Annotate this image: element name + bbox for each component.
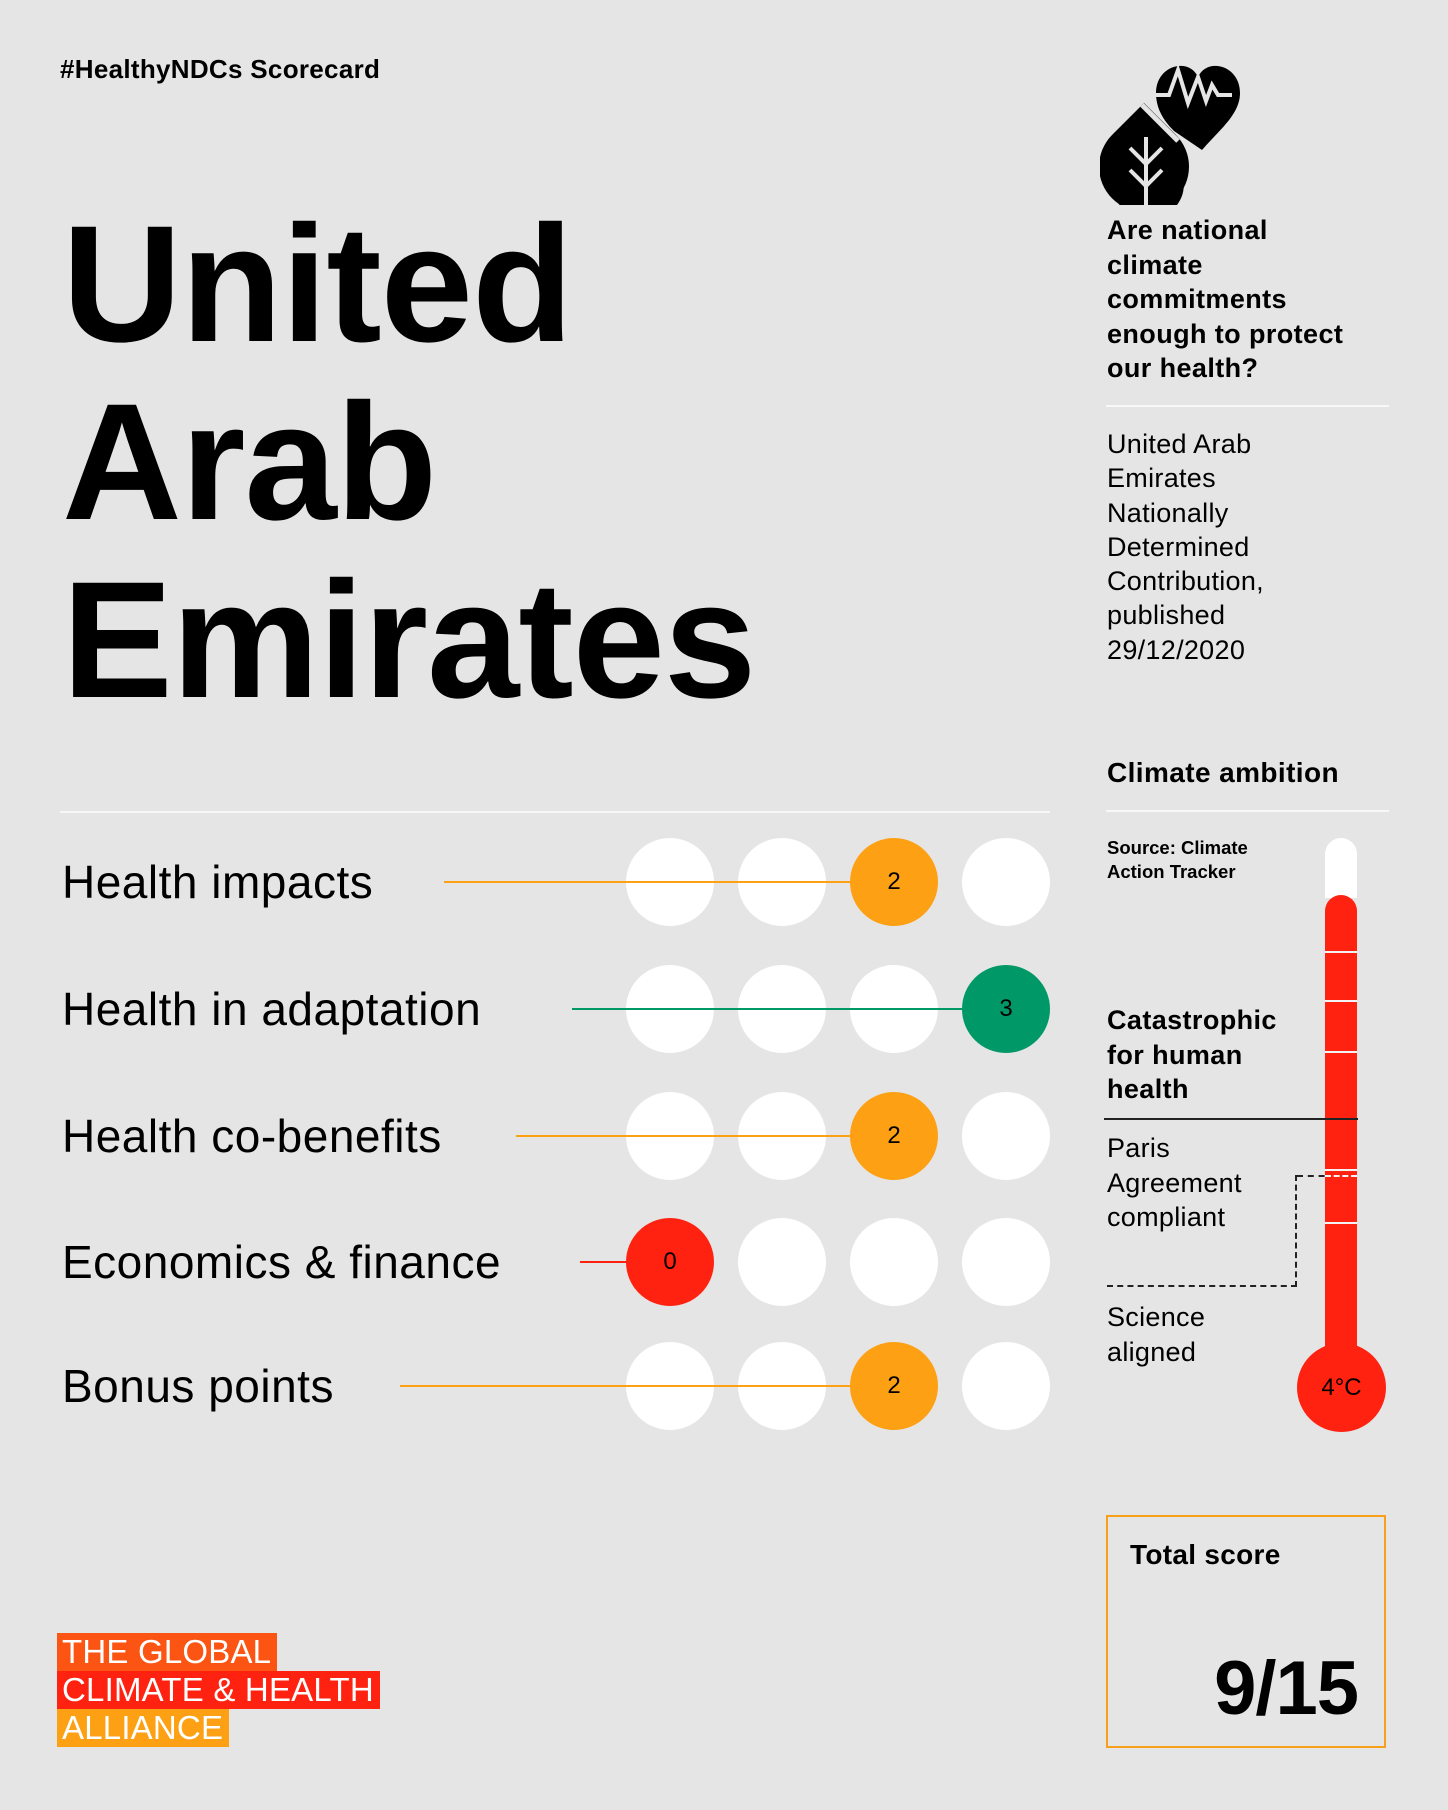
country-title-line: United — [62, 192, 573, 377]
logo-line: ALLIANCE — [57, 1709, 229, 1747]
score-connector-line — [444, 881, 854, 883]
ndc-line: Contribution, — [1107, 566, 1264, 597]
score-row-label: Health in adaptation — [62, 983, 482, 1035]
score-value: 2 — [887, 1122, 901, 1149]
score-row-label: Economics & finance — [62, 1236, 502, 1288]
level-line: aligned — [1107, 1336, 1197, 1367]
paris-range-bracket — [1107, 1175, 1297, 1287]
total-score-value: 9/15 — [1214, 1646, 1358, 1731]
score-row — [0, 964, 1060, 1054]
temperature-reading: 4°C — [1321, 1373, 1362, 1401]
score-dot-empty — [850, 1218, 938, 1306]
ndc-description — [1107, 427, 1387, 667]
question-line: commitments — [1107, 284, 1287, 314]
heart-leaf-icon — [1100, 55, 1240, 205]
thermometer-tick — [1325, 951, 1357, 953]
thermometer-tick — [1325, 1000, 1357, 1002]
ndc-line: Determined — [1107, 531, 1250, 562]
score-dot-filled — [850, 1092, 938, 1180]
question-line: climate — [1107, 249, 1203, 280]
score-connector-line — [400, 1385, 854, 1387]
divider — [1106, 405, 1389, 407]
ndc-line: United Arab — [1107, 429, 1252, 459]
thermometer-tick — [1325, 1222, 1357, 1224]
score-row — [0, 1217, 1060, 1307]
score-dot-filled — [850, 1342, 938, 1430]
total-score-label: Total score — [1130, 1539, 1281, 1570]
level-science-aligned — [1107, 1300, 1307, 1369]
divider — [60, 811, 1050, 813]
logo-line: CLIMATE & HEALTH — [57, 1671, 380, 1709]
score-dot-empty — [962, 1092, 1050, 1180]
total-score-box — [1106, 1515, 1386, 1748]
level-catastrophic — [1107, 1003, 1307, 1107]
score-connector-line — [580, 1261, 630, 1263]
question-line: enough to protect — [1107, 318, 1344, 349]
source-line: Source: Climate — [1107, 837, 1248, 858]
thermometer-threshold-solid — [1325, 1118, 1357, 1120]
thermometer-tick — [1325, 1051, 1357, 1053]
divider — [1106, 810, 1389, 812]
score-value: 3 — [999, 995, 1013, 1022]
score-row — [0, 1091, 1060, 1181]
score-dot-filled — [850, 838, 938, 926]
score-row — [0, 1341, 1060, 1431]
score-dot-empty — [962, 1342, 1050, 1430]
level-line: Catastrophic — [1107, 1005, 1277, 1035]
thermometer-fill — [1325, 895, 1357, 1355]
climate-ambition-title: Climate ambition — [1107, 757, 1339, 788]
level-line: Science — [1107, 1302, 1206, 1332]
score-value: 0 — [663, 1248, 677, 1275]
catastrophic-threshold-line — [1104, 1118, 1358, 1120]
ndc-line: published — [1107, 600, 1226, 631]
question-heading — [1107, 213, 1387, 386]
thermometer-threshold-dashed — [1325, 1175, 1357, 1177]
level-line: compliant — [1107, 1202, 1226, 1232]
question-line: Are national — [1107, 215, 1268, 245]
score-row — [0, 837, 1060, 927]
score-connector-line — [516, 1135, 854, 1137]
level-line: Paris — [1107, 1133, 1171, 1163]
source-line: Action Tracker — [1107, 861, 1236, 882]
ndc-line: Nationally — [1107, 497, 1229, 528]
level-line: for human — [1107, 1039, 1243, 1070]
thermometer-bulb — [1297, 1343, 1386, 1432]
level-line: Agreement — [1107, 1167, 1242, 1198]
score-dot-filled — [962, 965, 1050, 1053]
score-dot-empty — [962, 838, 1050, 926]
gcha-logo — [57, 1633, 380, 1747]
country-title-line: Emirates — [62, 548, 756, 733]
score-dot-filled — [626, 1218, 714, 1306]
country-title-line: Arab — [62, 370, 437, 555]
ndc-line: Emirates — [1107, 463, 1216, 494]
score-value: 2 — [887, 1372, 901, 1399]
score-dot-empty — [738, 1218, 826, 1306]
thermometer-empty-top — [1325, 838, 1357, 898]
score-row-label: Health impacts — [62, 856, 374, 908]
question-line: our health? — [1107, 353, 1259, 383]
scorecard-tag: #HealthyNDCs Scorecard — [60, 54, 381, 84]
score-row-label: Health co-benefits — [62, 1110, 442, 1162]
score-dot-empty — [962, 1218, 1050, 1306]
country-title — [62, 192, 756, 733]
source-note — [1107, 836, 1307, 884]
score-value: 2 — [887, 868, 901, 895]
thermometer-tick — [1325, 1169, 1357, 1171]
score-connector-line — [572, 1008, 966, 1010]
score-row-label: Bonus points — [62, 1360, 334, 1412]
level-line: health — [1107, 1074, 1189, 1104]
ndc-publish-date: 29/12/2020 — [1107, 634, 1246, 665]
logo-line: THE GLOBAL — [57, 1633, 277, 1671]
